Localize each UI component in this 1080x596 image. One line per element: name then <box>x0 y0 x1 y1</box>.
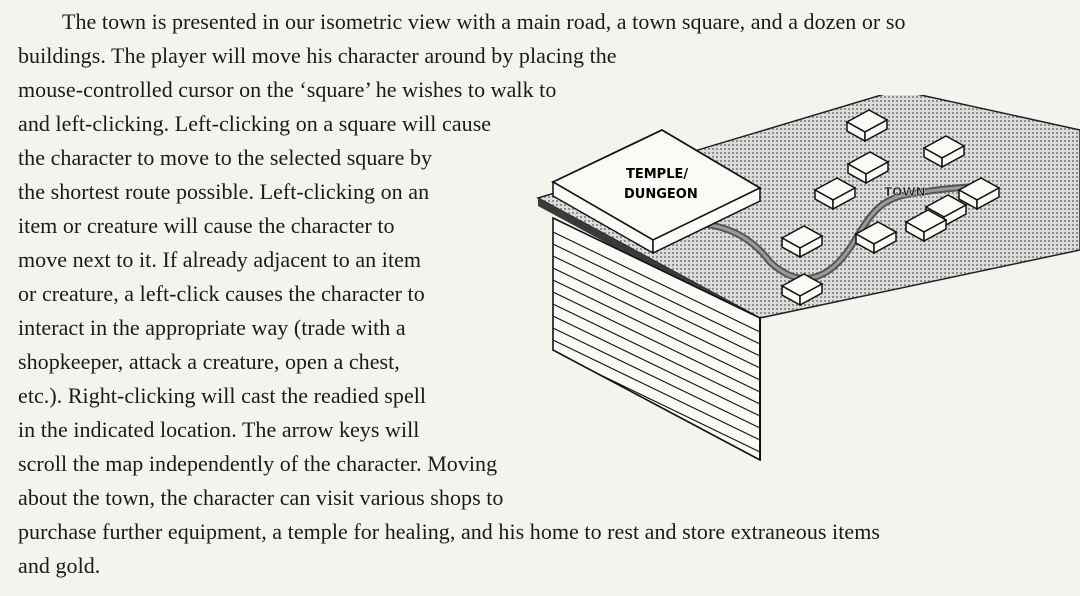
text-line-17: and gold. <box>18 553 101 578</box>
text-line-16: purchase further equipment, a temple for healing, and his home to rest and store extraneous items <box>18 519 880 544</box>
text-line-15: about the town, the character can visit various shops to <box>18 485 504 510</box>
text-line-5: the character to move to the selected square by <box>18 145 433 170</box>
text-line-6: the shortest route possible. Left-clicking on an <box>18 179 430 204</box>
text-line-3: mouse-controlled cursor on the ‘square’ he wishes to walk to <box>18 77 557 102</box>
text-line-12: etc.). Right-clicking will cast the readied spell <box>18 383 427 408</box>
text-line-9: or creature, a left-click causes the character to <box>18 281 425 306</box>
text-line-8: move next to it. If already adjacent to an item <box>18 247 422 272</box>
temple-label-line1: TEMPLE/ <box>626 167 689 182</box>
town-label: TOWN <box>884 185 926 199</box>
temple-label-line2: DUNGEON <box>624 187 698 202</box>
text-line-14: scroll the map independently of the character. Moving <box>18 451 498 476</box>
text-line-7: item or creature will cause the character to <box>18 213 395 238</box>
text-line-13: in the indicated location. The arrow keys will <box>18 417 420 442</box>
text-line-4: and left-clicking. Left-clicking on a square will cause <box>18 111 492 136</box>
diagram-svg <box>500 95 1080 465</box>
text-line-1: The town is presented in our isometric view with a main road, a town square, and a dozen or so <box>62 9 906 34</box>
text-line-2: buildings. The player will move his character around by placing the <box>18 43 617 68</box>
text-line-10: interact in the appropriate way (trade with a <box>18 315 406 340</box>
isometric-town-diagram <box>500 95 1080 465</box>
text-line-11: shopkeeper, attack a creature, open a chest, <box>18 349 400 374</box>
